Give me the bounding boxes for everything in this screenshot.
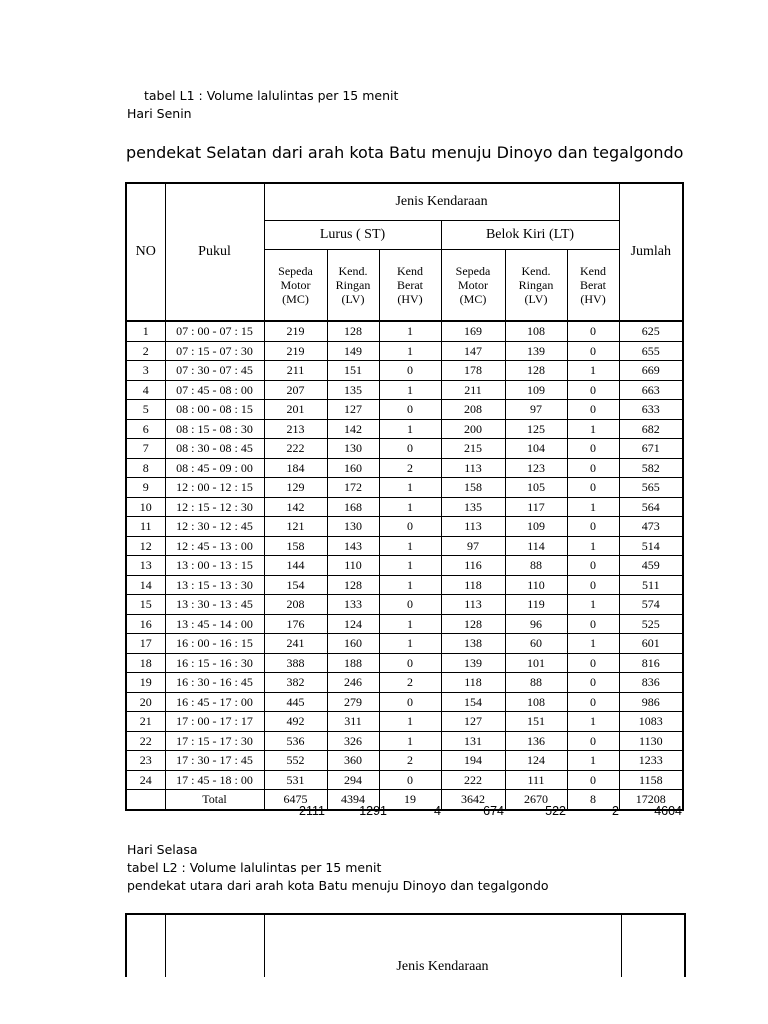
st-lv-cell: 168 [327,497,379,517]
st-hv-cell: 0 [379,439,441,459]
row-time-cell: 12 : 00 - 12 : 15 [165,478,264,498]
st-mc-cell: 129 [264,478,327,498]
row-time-cell: 12 : 15 - 12 : 30 [165,497,264,517]
day-label-senin: Hari Senin [127,106,192,121]
lt-mc-total-cell: 3642 [441,790,505,810]
st-hv-cell: 0 [379,361,441,381]
st-mc-cell: 445 [264,692,327,712]
row-no-cell: 7 [126,439,165,459]
header-no: NO [126,183,165,321]
table-row [126,517,683,537]
lt-mc-cell: 211 [441,380,505,400]
header-lurus: Lurus ( ST) [264,221,441,250]
st-mc-cell: 241 [264,634,327,654]
st-mc-cell: 142 [264,497,327,517]
st-mc-cell: 382 [264,673,327,693]
st-mc-total-cell: 6475 [264,790,327,810]
st-hv-cell: 1 [379,575,441,595]
subheader-st-hv: Kend Berat (HV) [379,250,441,322]
st-hv-cell: 1 [379,536,441,556]
lt-hv-cell: 0 [567,517,619,537]
st-hv-cell: 1 [379,419,441,439]
lt-lv-cell: 101 [505,653,567,673]
row-no-cell: 14 [126,575,165,595]
row-time-cell: 12 : 30 - 12 : 45 [165,517,264,537]
lt-mc-cell: 113 [441,595,505,615]
header-jenis-kendaraan-l2: Jenis Kendaraan [264,914,621,977]
lt-mc-cell: 131 [441,731,505,751]
header-jumlah-cell [621,914,685,977]
lt-mc-cell: 194 [441,751,505,771]
st-mc-cell: 536 [264,731,327,751]
header-pukul-cell [165,914,264,977]
row-no-cell: 16 [126,614,165,634]
lt-hv-cell: 0 [567,731,619,751]
lt-lv-cell: 119 [505,595,567,615]
row-time-cell: 17 : 45 - 18 : 00 [165,770,264,790]
st-lv-cell: 124 [327,614,379,634]
row-jumlah-cell: 564 [619,497,683,517]
row-jumlah-cell: 986 [619,692,683,712]
lt-mc-cell: 147 [441,341,505,361]
row-time-cell: 13 : 45 - 14 : 00 [165,614,264,634]
st-mc-cell: 388 [264,653,327,673]
row-jumlah-cell: 816 [619,653,683,673]
st-lv-total-cell: 4394 [327,790,379,810]
st-hv-cell: 0 [379,653,441,673]
st-hv-cell: 1 [379,634,441,654]
st-lv-cell: 110 [327,556,379,576]
lt-mc-cell: 178 [441,361,505,381]
lt-lv-cell: 117 [505,497,567,517]
extra-sum-value: 1291 [359,804,387,818]
table-row [126,341,683,361]
extra-sum-value: 522 [545,804,566,818]
table-caption-l1: tabel L1 : Volume lalulintas per 15 menit [144,88,399,103]
st-lv-cell: 160 [327,634,379,654]
st-mc-cell: 144 [264,556,327,576]
st-hv-cell: 2 [379,751,441,771]
row-jumlah-total-cell: 17208 [619,790,683,810]
st-lv-cell: 188 [327,653,379,673]
extra-sum-value: 674 [483,804,504,818]
table-row [126,575,683,595]
row-no-cell: 24 [126,770,165,790]
lt-lv-cell: 128 [505,361,567,381]
row-jumlah-cell: 836 [619,673,683,693]
st-hv-cell: 1 [379,478,441,498]
table-row [126,458,683,478]
table-row [126,439,683,459]
lt-lv-cell: 109 [505,517,567,537]
lt-lv-cell: 136 [505,731,567,751]
lt-hv-cell: 0 [567,575,619,595]
row-no-cell: 8 [126,458,165,478]
st-hv-cell: 0 [379,692,441,712]
row-no-cell: 22 [126,731,165,751]
table-row [126,731,683,751]
table-row [126,751,683,771]
row-jumlah-cell: 511 [619,575,683,595]
lt-mc-cell: 97 [441,536,505,556]
lt-hv-cell: 0 [567,341,619,361]
lt-hv-cell: 0 [567,556,619,576]
approach-heading-utara: pendekat utara dari arah kota Batu menuju Dinoyo dan tegalgondo [127,878,549,893]
subheader-st-lv: Kend. Ringan (LV) [327,250,379,322]
st-hv-cell: 1 [379,380,441,400]
row-jumlah-cell: 514 [619,536,683,556]
table-row [126,556,683,576]
row-jumlah-cell: 601 [619,634,683,654]
st-hv-cell: 2 [379,458,441,478]
st-hv-total-cell: 19 [379,790,441,810]
table-row [126,321,683,341]
lt-mc-cell: 128 [441,614,505,634]
lt-hv-cell: 0 [567,458,619,478]
header-jenis-kendaraan: Jenis Kendaraan [264,183,619,221]
lt-hv-cell: 0 [567,400,619,420]
extra-sum-value: 4 [434,804,441,818]
lt-hv-cell: 1 [567,536,619,556]
row-time-cell: 17 : 15 - 17 : 30 [165,731,264,751]
st-lv-cell: 128 [327,321,379,341]
st-lv-cell: 133 [327,595,379,615]
st-lv-cell: 135 [327,380,379,400]
table-row [126,497,683,517]
row-jumlah-cell: 1083 [619,712,683,732]
subheader-lt-lv: Kend. Ringan (LV) [505,250,567,322]
row-time-cell: 17 : 00 - 17 : 17 [165,712,264,732]
st-hv-cell: 2 [379,673,441,693]
lt-lv-cell: 96 [505,614,567,634]
extra-sum-value: 2 [612,804,619,818]
st-mc-cell: 154 [264,575,327,595]
lt-lv-cell: 88 [505,673,567,693]
st-lv-cell: 127 [327,400,379,420]
lt-hv-cell: 0 [567,770,619,790]
lt-lv-cell: 110 [505,575,567,595]
st-mc-cell: 176 [264,614,327,634]
lt-hv-cell: 1 [567,712,619,732]
row-no-cell: 1 [126,321,165,341]
row-jumlah-cell: 473 [619,517,683,537]
row-no-cell: 6 [126,419,165,439]
lt-mc-cell: 113 [441,517,505,537]
row-time-cell: 12 : 45 - 13 : 00 [165,536,264,556]
st-lv-cell: 311 [327,712,379,732]
table-body [126,321,683,810]
table-row [126,361,683,381]
st-lv-cell: 246 [327,673,379,693]
lt-lv-cell: 108 [505,692,567,712]
st-lv-cell: 149 [327,341,379,361]
row-jumlah-cell: 1233 [619,751,683,771]
lt-mc-cell: 113 [441,458,505,478]
lt-mc-cell: 208 [441,400,505,420]
lt-hv-cell: 0 [567,614,619,634]
table-row [126,400,683,420]
row-time-cell: 16 : 30 - 16 : 45 [165,673,264,693]
row-no-cell: 10 [126,497,165,517]
lt-hv-cell: 1 [567,751,619,771]
table-caption-l2: tabel L2 : Volume lalulintas per 15 menit [127,860,382,875]
row-time-cell: 16 : 45 - 17 : 00 [165,692,264,712]
row-no-cell: 11 [126,517,165,537]
day-label-selasa: Hari Selasa [127,842,198,857]
st-mc-cell: 184 [264,458,327,478]
st-mc-cell: 552 [264,751,327,771]
row-jumlah-cell: 663 [619,380,683,400]
row-time-cell: 17 : 30 - 17 : 45 [165,751,264,771]
st-hv-cell: 1 [379,321,441,341]
st-lv-cell: 128 [327,575,379,595]
header-jumlah: Jumlah [619,183,683,321]
st-hv-cell: 1 [379,497,441,517]
header-no-cell [126,914,165,977]
st-lv-cell: 294 [327,770,379,790]
header-belok-kiri: Belok Kiri (LT) [441,221,619,250]
st-lv-cell: 143 [327,536,379,556]
lt-hv-cell: 0 [567,321,619,341]
row-time-cell: 16 : 00 - 16 : 15 [165,634,264,654]
lt-hv-cell: 1 [567,634,619,654]
lt-hv-cell: 1 [567,595,619,615]
table-row [126,419,683,439]
st-hv-cell: 1 [379,731,441,751]
row-no-cell: 2 [126,341,165,361]
lt-lv-cell: 108 [505,321,567,341]
row-no-cell: 18 [126,653,165,673]
table-row [126,712,683,732]
row-no-cell: 13 [126,556,165,576]
row-time-cell: 08 : 00 - 08 : 15 [165,400,264,420]
st-mc-cell: 121 [264,517,327,537]
row-time-cell: 16 : 15 - 16 : 30 [165,653,264,673]
lt-mc-cell: 154 [441,692,505,712]
extra-sum-value: 4604 [654,804,682,818]
st-hv-cell: 0 [379,400,441,420]
lt-hv-cell: 1 [567,419,619,439]
lt-hv-cell: 0 [567,692,619,712]
table-row [126,634,683,654]
st-hv-cell: 1 [379,614,441,634]
lt-lv-cell: 124 [505,751,567,771]
lt-mc-cell: 158 [441,478,505,498]
table-row [126,770,683,790]
st-lv-cell: 326 [327,731,379,751]
row-no-cell: 4 [126,380,165,400]
table-row [126,380,683,400]
st-mc-cell: 208 [264,595,327,615]
approach-heading-selatan: pendekat Selatan dari arah kota Batu menuju Dinoyo dan tegalgondo [126,143,684,162]
st-mc-cell: 531 [264,770,327,790]
row-no-cell: 5 [126,400,165,420]
st-mc-cell: 222 [264,439,327,459]
row-time-cell: 08 : 15 - 08 : 30 [165,419,264,439]
lt-lv-cell: 60 [505,634,567,654]
st-lv-cell: 151 [327,361,379,381]
row-time-cell: 07 : 30 - 07 : 45 [165,361,264,381]
lt-mc-cell: 118 [441,575,505,595]
row-jumlah-cell: 1130 [619,731,683,751]
total-label-cell: Total [165,790,264,810]
extra-sum-row [125,804,684,822]
lt-hv-cell: 0 [567,439,619,459]
st-mc-cell: 213 [264,419,327,439]
lt-lv-cell: 97 [505,400,567,420]
row-jumlah-cell: 655 [619,341,683,361]
lt-hv-cell: 1 [567,497,619,517]
row-jumlah-cell: 574 [619,595,683,615]
st-lv-cell: 160 [327,458,379,478]
lt-hv-cell: 0 [567,478,619,498]
row-time-cell: 13 : 15 - 13 : 30 [165,575,264,595]
lt-lv-total-cell: 2670 [505,790,567,810]
lt-mc-cell: 135 [441,497,505,517]
row-jumlah-cell: 671 [619,439,683,459]
lt-hv-cell: 1 [567,361,619,381]
lt-hv-cell: 0 [567,380,619,400]
lt-hv-cell: 0 [567,653,619,673]
lt-lv-cell: 105 [505,478,567,498]
lt-lv-cell: 125 [505,419,567,439]
row-no-cell: 17 [126,634,165,654]
row-no-cell: 20 [126,692,165,712]
st-hv-cell: 0 [379,517,441,537]
row-time-cell: 08 : 30 - 08 : 45 [165,439,264,459]
st-lv-cell: 130 [327,517,379,537]
lt-lv-cell: 104 [505,439,567,459]
lt-hv-total-cell: 8 [567,790,619,810]
lt-mc-cell: 200 [441,419,505,439]
lt-mc-cell: 127 [441,712,505,732]
row-jumlah-cell: 582 [619,458,683,478]
table-row [126,653,683,673]
lt-lv-cell: 139 [505,341,567,361]
table-row [126,614,683,634]
row-jumlah-cell: 682 [619,419,683,439]
lt-lv-cell: 123 [505,458,567,478]
subheader-lt-hv: Kend Berat (HV) [567,250,619,322]
st-mc-cell: 158 [264,536,327,556]
traffic-volume-table-l2 [125,913,686,977]
lt-mc-cell: 118 [441,673,505,693]
lt-lv-cell: 151 [505,712,567,732]
row-no-cell: 23 [126,751,165,771]
row-time-cell: 13 : 00 - 13 : 15 [165,556,264,576]
lt-mc-cell: 222 [441,770,505,790]
st-lv-cell: 360 [327,751,379,771]
subheader-st-mc: Sepeda Motor (MC) [264,250,327,322]
row-jumlah-cell: 633 [619,400,683,420]
st-hv-cell: 1 [379,341,441,361]
row-no-cell: 3 [126,361,165,381]
row-time-cell: 07 : 15 - 07 : 30 [165,341,264,361]
st-hv-cell: 1 [379,556,441,576]
st-mc-cell: 219 [264,341,327,361]
lt-mc-cell: 139 [441,653,505,673]
extra-sum-value: 2111 [299,804,325,818]
row-no-cell: 19 [126,673,165,693]
st-lv-cell: 172 [327,478,379,498]
row-time-cell: 13 : 30 - 13 : 45 [165,595,264,615]
table-row [126,595,683,615]
st-lv-cell: 142 [327,419,379,439]
row-jumlah-cell: 625 [619,321,683,341]
table-row [126,478,683,498]
table-row [126,692,683,712]
lt-mc-cell: 215 [441,439,505,459]
traffic-volume-table-l1 [125,182,684,811]
st-mc-cell: 201 [264,400,327,420]
row-time-cell: 08 : 45 - 09 : 00 [165,458,264,478]
st-lv-cell: 130 [327,439,379,459]
st-hv-cell: 0 [379,770,441,790]
st-hv-cell: 0 [379,595,441,615]
st-lv-cell: 279 [327,692,379,712]
row-jumlah-cell: 669 [619,361,683,381]
row-jumlah-cell: 565 [619,478,683,498]
lt-mc-cell: 138 [441,634,505,654]
st-mc-cell: 207 [264,380,327,400]
row-jumlah-cell: 525 [619,614,683,634]
row-no-cell: 15 [126,595,165,615]
st-hv-cell: 1 [379,712,441,732]
lt-lv-cell: 111 [505,770,567,790]
st-mc-cell: 219 [264,321,327,341]
row-jumlah-cell: 459 [619,556,683,576]
lt-lv-cell: 114 [505,536,567,556]
row-time-cell: 07 : 00 - 07 : 15 [165,321,264,341]
lt-mc-cell: 169 [441,321,505,341]
subheader-lt-mc: Sepeda Motor (MC) [441,250,505,322]
lt-lv-cell: 88 [505,556,567,576]
st-mc-cell: 492 [264,712,327,732]
lt-mc-cell: 116 [441,556,505,576]
header-pukul: Pukul [165,183,264,321]
lt-hv-cell: 0 [567,673,619,693]
row-no-cell: 12 [126,536,165,556]
st-mc-cell: 211 [264,361,327,381]
table-row [126,673,683,693]
lt-lv-cell: 109 [505,380,567,400]
row-no-cell: 9 [126,478,165,498]
table-row [126,536,683,556]
row-jumlah-cell: 1158 [619,770,683,790]
row-time-cell: 07 : 45 - 08 : 00 [165,380,264,400]
row-no-cell: 21 [126,712,165,732]
